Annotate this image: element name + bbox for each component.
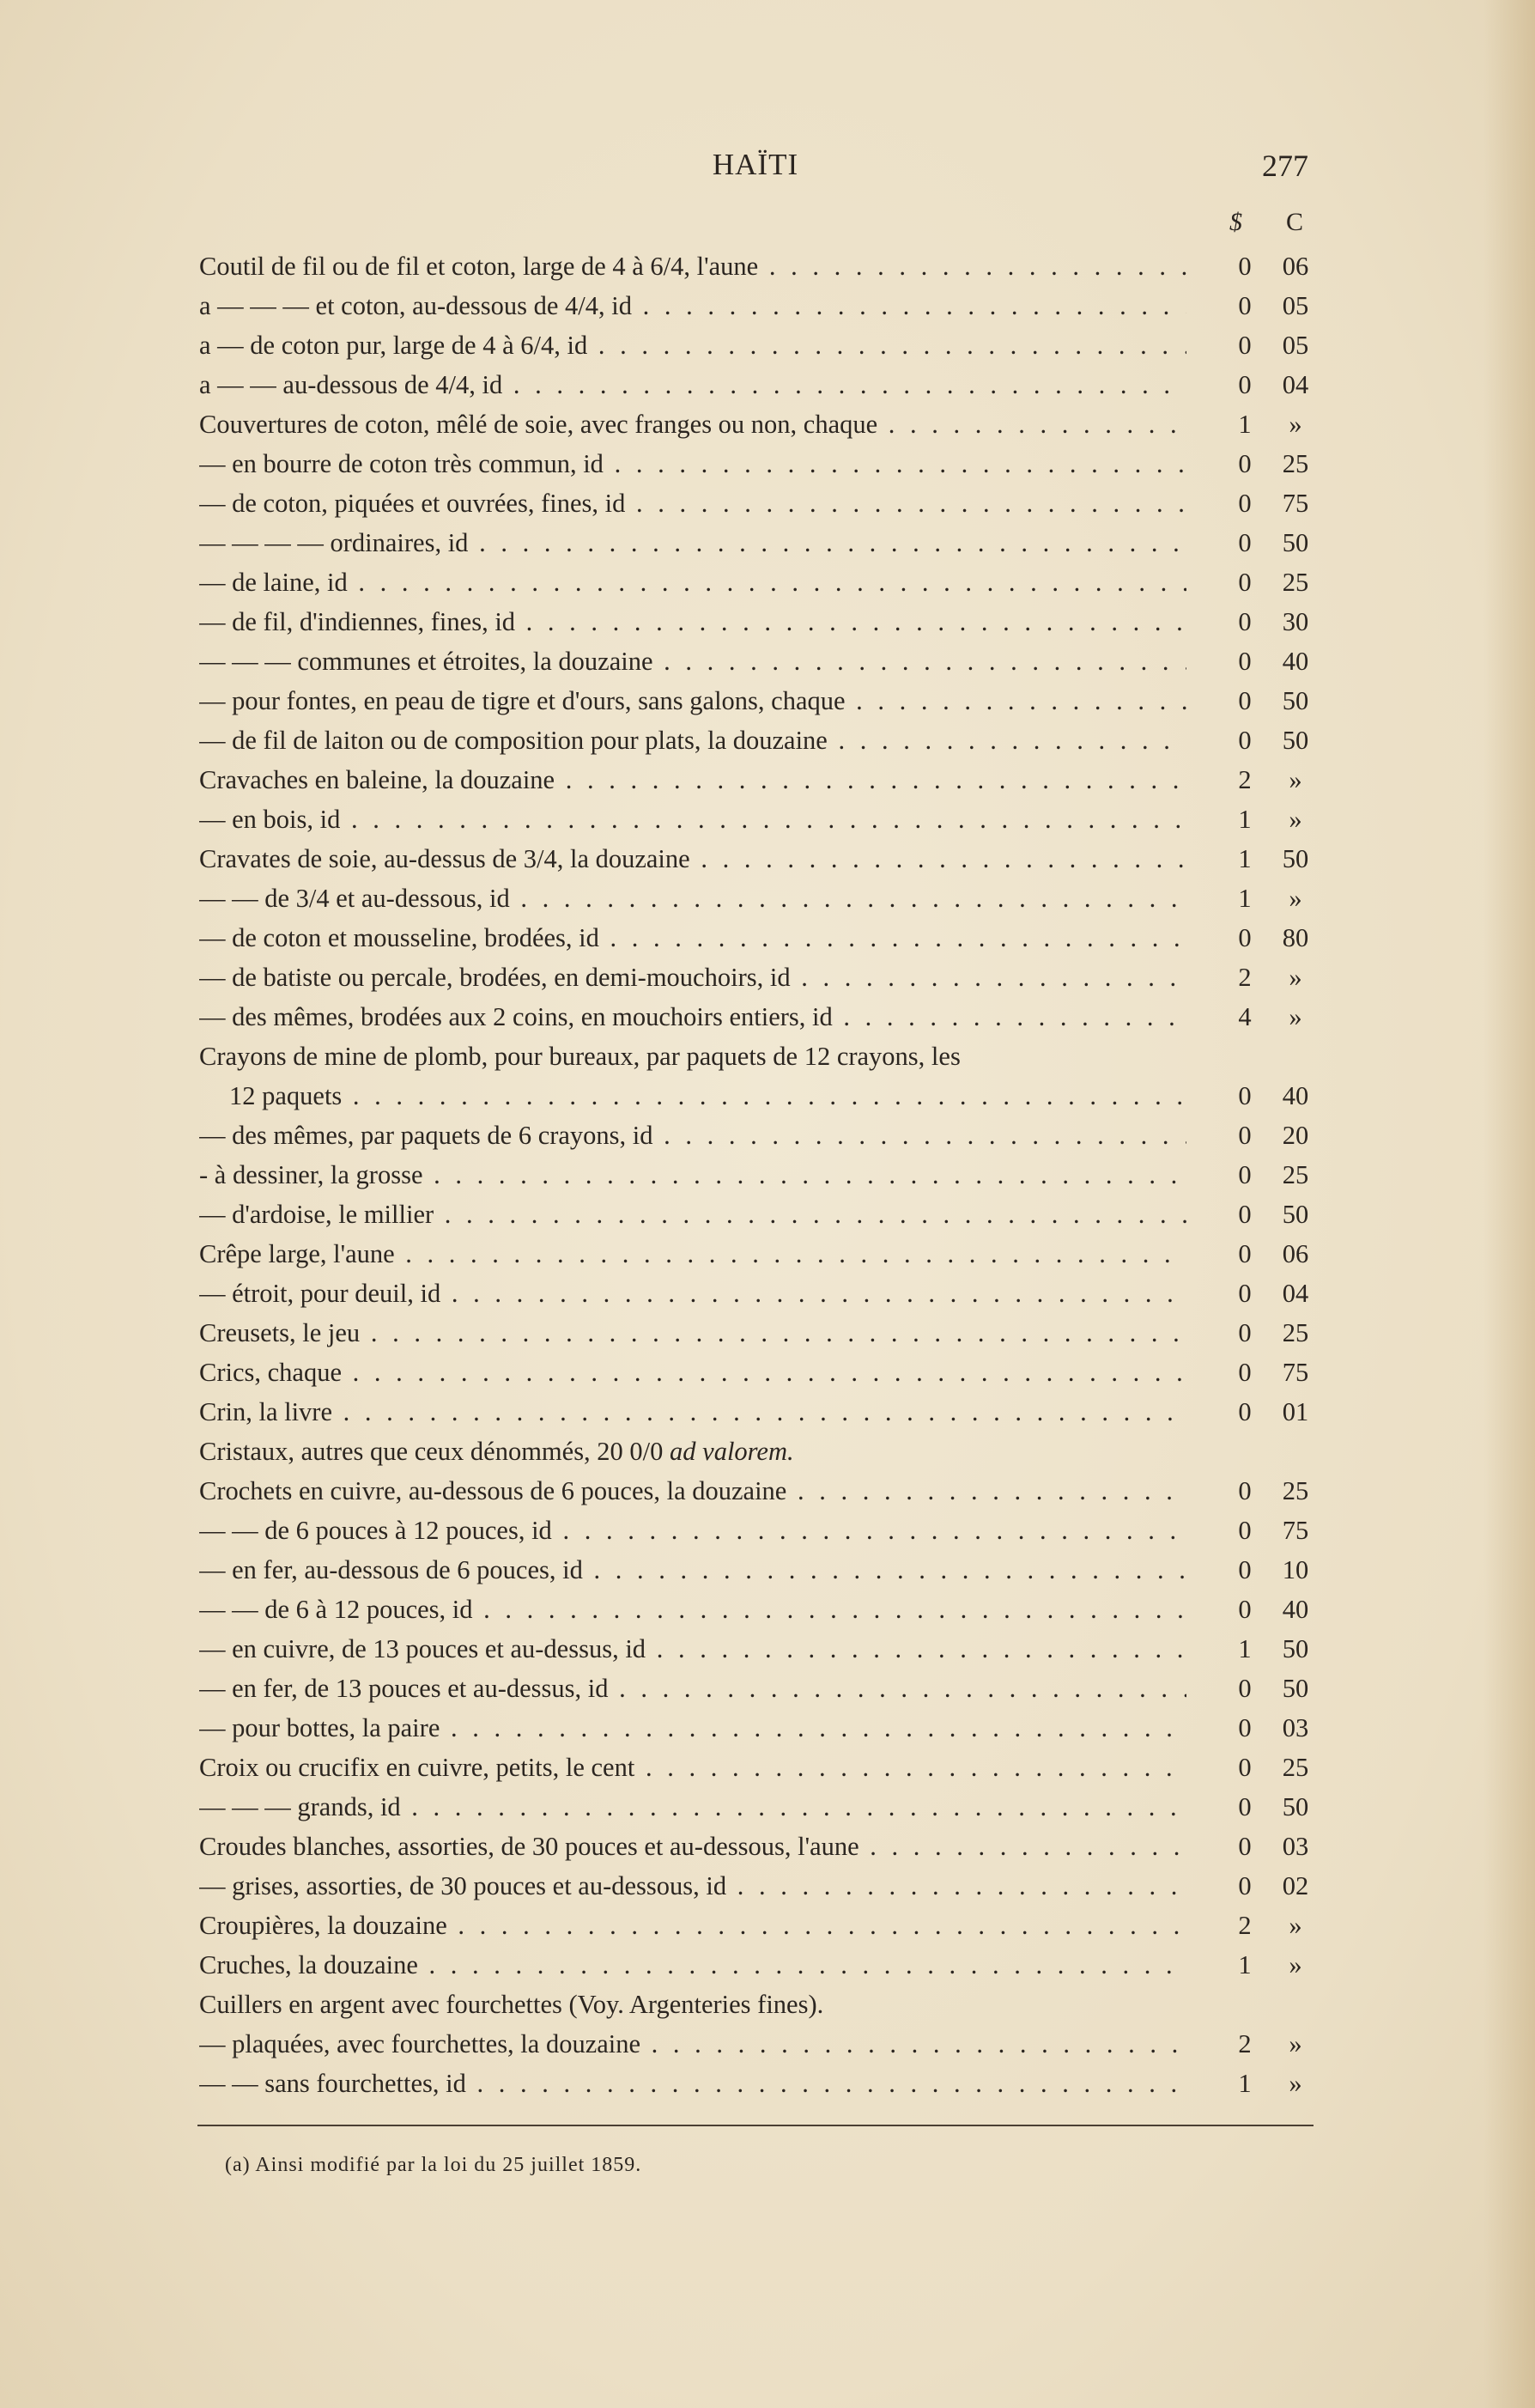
- cent-value: 40: [1282, 1595, 1309, 1624]
- tariff-row: [199, 602, 1315, 642]
- cent-value: »: [1289, 805, 1302, 834]
- cent-value: 50: [1282, 1792, 1309, 1821]
- tariff-row: [199, 642, 1315, 681]
- item-description: 12 paquets . . .: [229, 1076, 1186, 1116]
- cent-value: »: [1289, 1911, 1302, 1940]
- item-description: a — — au-dessous de 4/4, id . . .: [199, 365, 1186, 404]
- dollar-value: 0: [1238, 726, 1252, 755]
- tariff-row: [199, 1392, 1315, 1432]
- tariff-row: [199, 1945, 1315, 1985]
- tariff-row: [199, 1827, 1315, 1866]
- dollar-value: 0: [1238, 489, 1252, 518]
- cent-value: »: [1289, 2069, 1302, 2098]
- cent-value: 06: [1282, 252, 1309, 281]
- dollar-value: 2: [1238, 1911, 1252, 1940]
- tariff-row: [199, 1353, 1315, 1392]
- item-description: — en fer, au-dessous de 6 pouces, id . . .: [199, 1550, 1186, 1590]
- dollar-value: 0: [1238, 370, 1252, 399]
- item-description: — en bois, id . . .: [199, 800, 1186, 839]
- tariff-row: [199, 1037, 1315, 1076]
- item-description: Croudes blanches, assorties, de 30 pouces et au-dessous, l'aune . . .: [199, 1827, 1186, 1866]
- footnote: (a) Ainsi modifié par la loi du 25 juillet 1859.: [225, 2154, 642, 2176]
- item-description: — en cuivre, de 13 pouces et au-dessus, id . . .: [199, 1629, 1186, 1669]
- item-description: — étroit, pour deuil, id . . .: [199, 1274, 1186, 1313]
- item-description: Cravates de soie, au-dessus de 3/4, la douzaine . . .: [199, 839, 1186, 879]
- dollar-value: 1: [1238, 805, 1252, 834]
- dollar-value: 0: [1238, 1200, 1252, 1229]
- dollar-value: 2: [1238, 2029, 1252, 2058]
- cent-value: 50: [1282, 686, 1309, 715]
- item-description: Crêpe large, l'aune . . .: [199, 1234, 1186, 1274]
- tariff-row: [199, 879, 1315, 918]
- tariff-row: [199, 1669, 1315, 1708]
- cent-value: 30: [1282, 607, 1309, 636]
- item-description: — pour fontes, en peau de tigre et d'ours, sans galons, chaque . . .: [199, 681, 1186, 721]
- item-description: — — sans fourchettes, id . . .: [199, 2064, 1186, 2103]
- dollar-value: 1: [1238, 884, 1252, 913]
- item-description: - à dessiner, la grosse . . .: [199, 1155, 1186, 1195]
- item-description: Crayons de mine de plomb, pour bureaux, par paquets de 12 crayons, les: [199, 1042, 961, 1071]
- dollar-value: 0: [1238, 1358, 1252, 1387]
- item-description-text: Cristaux, autres que ceux dénommés, 20 0/0: [199, 1437, 664, 1466]
- item-description: — de coton et mousseline, brodées, id . . .: [199, 918, 1186, 958]
- item-description: — en bourre de coton très commun, id . . .: [199, 444, 1186, 483]
- tariff-row: [199, 1708, 1315, 1748]
- page-edge-shading: [1483, 0, 1535, 2408]
- item-description: Cruches, la douzaine . . .: [199, 1945, 1186, 1985]
- item-description: — — — communes et étroites, la douzaine . . .: [199, 642, 1186, 681]
- dollar-value: 0: [1238, 1397, 1252, 1426]
- item-description: — — de 6 pouces à 12 pouces, id . . .: [199, 1511, 1186, 1550]
- dollar-value: 0: [1238, 252, 1252, 281]
- footnote-divider: [197, 2125, 1314, 2126]
- item-description: — — de 3/4 et au-dessous, id . . .: [199, 879, 1186, 918]
- currency-units-header: [1219, 208, 1314, 242]
- item-description: Cravaches en baleine, la douzaine . . .: [199, 760, 1186, 800]
- dollar-value: 2: [1238, 963, 1252, 992]
- tariff-row: [199, 958, 1315, 997]
- item-description: — — — grands, id . . .: [199, 1787, 1186, 1827]
- cent-value: 50: [1282, 528, 1309, 557]
- dollar-value: 0: [1238, 1871, 1252, 1900]
- cent-value: 05: [1282, 331, 1309, 360]
- tariff-row: [199, 404, 1315, 444]
- tariff-row: [199, 1155, 1315, 1195]
- cent-value: 75: [1282, 1358, 1309, 1387]
- tariff-row: [199, 1985, 1315, 2024]
- item-description: Couvertures de coton, mêlé de soie, avec franges ou non, chaque . . .: [199, 404, 1186, 444]
- item-description: — des mêmes, par paquets de 6 crayons, id . . .: [199, 1116, 1186, 1155]
- cent-value: 50: [1282, 844, 1309, 873]
- cent-value: 03: [1282, 1713, 1309, 1742]
- item-description: — des mêmes, brodées aux 2 coins, en mouchoirs entiers, id . . .: [199, 997, 1186, 1037]
- item-description: — de fil, d'indiennes, fines, id . . .: [199, 602, 1186, 642]
- cent-value: 01: [1282, 1397, 1309, 1426]
- item-description: — de coton, piquées et ouvrées, fines, id . . .: [199, 483, 1186, 523]
- cent-value: 50: [1282, 1674, 1309, 1703]
- cent-value: 25: [1282, 568, 1309, 597]
- cent-value: 04: [1282, 1279, 1309, 1308]
- tariff-row: [199, 1866, 1315, 1906]
- item-description: Crin, la livre . . .: [199, 1392, 1186, 1432]
- dollar-value: 4: [1238, 1002, 1252, 1031]
- item-description: a — — — et coton, au-dessous de 4/4, id . . .: [199, 286, 1186, 325]
- item-description: Cuillers en argent avec fourchettes (Voy. Argenteries fines).: [199, 1990, 824, 2019]
- tariff-row: [199, 800, 1315, 839]
- tariff-row: [199, 1432, 1315, 1471]
- item-description: — en fer, de 13 pouces et au-dessus, id . . .: [199, 1669, 1186, 1708]
- tariff-row: [199, 1906, 1315, 1945]
- tariff-row: [199, 1511, 1315, 1550]
- item-description: [199, 1432, 1186, 1471]
- cent-value: 25: [1282, 449, 1309, 478]
- tariff-row: [199, 839, 1315, 879]
- dollar-value: 0: [1238, 607, 1252, 636]
- dollar-value: 0: [1238, 1279, 1252, 1308]
- cent-value: »: [1289, 963, 1302, 992]
- item-description: — pour bottes, la paire . . .: [199, 1708, 1186, 1748]
- cent-value: 04: [1282, 370, 1309, 399]
- tariff-row: [199, 1234, 1315, 1274]
- cent-value: 25: [1282, 1160, 1309, 1189]
- dollar-value: 1: [1238, 1950, 1252, 1979]
- cent-value: 20: [1282, 1121, 1309, 1150]
- dollar-value: 0: [1238, 686, 1252, 715]
- dollar-value: 0: [1238, 1160, 1252, 1189]
- cent-value: 25: [1282, 1476, 1309, 1505]
- cent-value: 06: [1282, 1239, 1309, 1268]
- cent-value: 40: [1282, 647, 1309, 676]
- tariff-row: [199, 1748, 1315, 1787]
- tariff-row: [199, 2064, 1315, 2103]
- cent-value: 50: [1282, 726, 1309, 755]
- item-description: — de laine, id . . .: [199, 562, 1186, 602]
- cent-value: 75: [1282, 1516, 1309, 1545]
- item-description: — plaquées, avec fourchettes, la douzaine . . .: [199, 2024, 1186, 2064]
- cent-value: 50: [1282, 1200, 1309, 1229]
- dollar-value: 0: [1238, 291, 1252, 320]
- dollar-value: 0: [1238, 331, 1252, 360]
- tariff-row: [199, 721, 1315, 760]
- ad-valorem-note: ad valorem.: [670, 1437, 794, 1466]
- cent-value: 75: [1282, 489, 1309, 518]
- dollar-value: 0: [1238, 1713, 1252, 1742]
- running-title: HAÏTI: [712, 148, 799, 181]
- cent-value: 10: [1282, 1555, 1309, 1584]
- item-description: — — — — ordinaires, id . . .: [199, 523, 1186, 562]
- item-description: Coutil de fil ou de fil et coton, large de 4 à 6/4, l'aune . . .: [199, 246, 1186, 286]
- page-header: [197, 148, 1314, 199]
- cent-value: 25: [1282, 1318, 1309, 1347]
- item-description: — de batiste ou percale, brodées, en demi-mouchoirs, id . . .: [199, 958, 1186, 997]
- cent-value: 25: [1282, 1753, 1309, 1782]
- cent-unit-label: C: [1286, 208, 1304, 236]
- cent-value: »: [1289, 1002, 1302, 1031]
- cent-value: 40: [1282, 1081, 1309, 1110]
- dollar-value: 0: [1238, 647, 1252, 676]
- dollar-value: 0: [1238, 923, 1252, 952]
- dollar-value: 1: [1238, 2069, 1252, 2098]
- tariff-row: [199, 1550, 1315, 1590]
- item-description: — grises, assorties, de 30 pouces et au-dessous, id . . .: [199, 1866, 1186, 1906]
- dollar-value: 0: [1238, 568, 1252, 597]
- tariff-row: [199, 2024, 1315, 2064]
- tariff-row: [199, 1076, 1315, 1116]
- dollar-value: 0: [1238, 1753, 1252, 1782]
- tariff-row: [199, 760, 1315, 800]
- dollar-value: 1: [1238, 410, 1252, 439]
- item-description: Crochets en cuivre, au-dessous de 6 pouces, la douzaine . . .: [199, 1471, 1186, 1511]
- cent-value: »: [1289, 884, 1302, 913]
- cent-value: »: [1289, 410, 1302, 439]
- dollar-value: 0: [1238, 1516, 1252, 1545]
- tariff-entries: [199, 246, 1315, 2103]
- tariff-row: [199, 286, 1315, 325]
- tariff-row: [199, 1629, 1315, 1669]
- dollar-value: 0: [1238, 1792, 1252, 1821]
- tariff-row: [199, 681, 1315, 721]
- item-description: — d'ardoise, le millier . . .: [199, 1195, 1186, 1234]
- item-description: Croix ou crucifix en cuivre, petits, le cent . . .: [199, 1748, 1186, 1787]
- cent-value: »: [1289, 1950, 1302, 1979]
- tariff-row: [199, 365, 1315, 404]
- tariff-row: [199, 997, 1315, 1037]
- tariff-row: [199, 325, 1315, 365]
- dollar-value: 1: [1238, 844, 1252, 873]
- tariff-row: [199, 1590, 1315, 1629]
- dollar-value: 0: [1238, 1318, 1252, 1347]
- tariff-row: [199, 1116, 1315, 1155]
- item-description: — de fil de laiton ou de composition pour plats, la douzaine . . .: [199, 721, 1186, 760]
- dollar-value: 0: [1238, 449, 1252, 478]
- tariff-row: [199, 562, 1315, 602]
- item-description: a — de coton pur, large de 4 à 6/4, id . . .: [199, 325, 1186, 365]
- tariff-row: [199, 444, 1315, 483]
- item-description: Creusets, le jeu . . .: [199, 1313, 1186, 1353]
- dollar-value: 0: [1238, 528, 1252, 557]
- tariff-row: [199, 523, 1315, 562]
- dollar-value: 0: [1238, 1555, 1252, 1584]
- item-description: Croupières, la douzaine . . .: [199, 1906, 1186, 1945]
- item-description: Crics, chaque . . .: [199, 1353, 1186, 1392]
- dollar-value: 0: [1238, 1081, 1252, 1110]
- tariff-row: [199, 1195, 1315, 1234]
- cent-value: 50: [1282, 1634, 1309, 1663]
- tariff-row: [199, 246, 1315, 286]
- dollar-unit-label: $: [1229, 208, 1242, 236]
- tariff-row: [199, 918, 1315, 958]
- tariff-row: [199, 1787, 1315, 1827]
- cent-value: 03: [1282, 1832, 1309, 1861]
- cent-value: 02: [1282, 1871, 1309, 1900]
- tariff-row: [199, 1313, 1315, 1353]
- cent-value: »: [1289, 765, 1302, 794]
- tariff-row: [199, 1471, 1315, 1511]
- dollar-value: 0: [1238, 1832, 1252, 1861]
- dollar-value: 0: [1238, 1674, 1252, 1703]
- dollar-value: 2: [1238, 765, 1252, 794]
- tariff-row: [199, 1274, 1315, 1313]
- dollar-value: 1: [1238, 1634, 1252, 1663]
- cent-value: »: [1289, 2029, 1302, 2058]
- page-number: 277: [1262, 149, 1308, 183]
- dollar-value: 0: [1238, 1476, 1252, 1505]
- tariff-row: [199, 483, 1315, 523]
- cent-value: 80: [1282, 923, 1309, 952]
- item-description: — — de 6 à 12 pouces, id . . .: [199, 1590, 1186, 1629]
- cent-value: 05: [1282, 291, 1309, 320]
- dollar-value: 0: [1238, 1121, 1252, 1150]
- dollar-value: 0: [1238, 1595, 1252, 1624]
- dollar-value: 0: [1238, 1239, 1252, 1268]
